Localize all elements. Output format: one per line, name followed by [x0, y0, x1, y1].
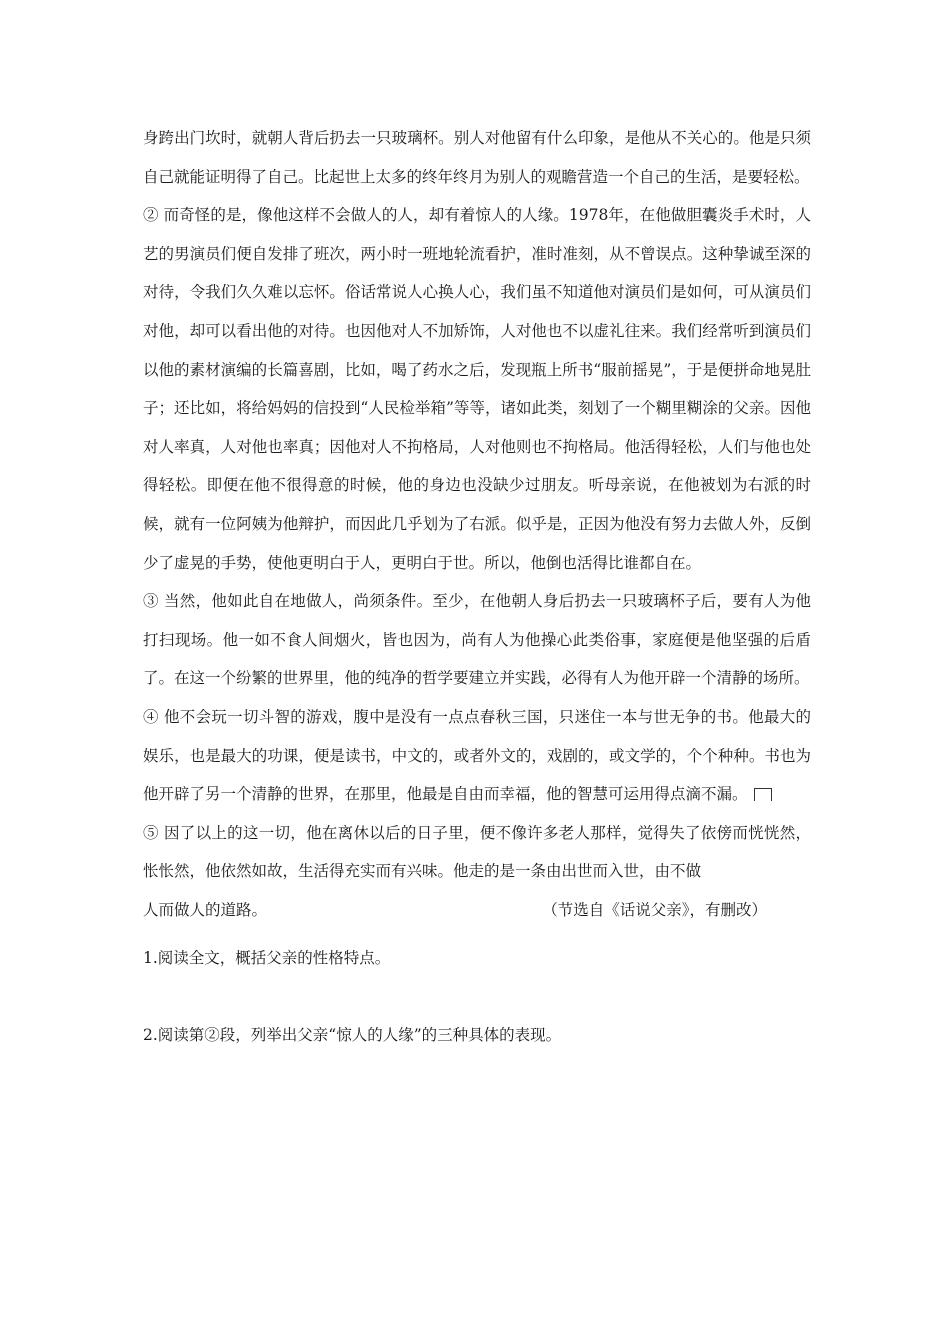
closing-line — [143, 891, 811, 930]
paragraph-2: ② 而奇怪的是，像他这样不会做人的人，却有着惊人的人缘。1978年，在他做胆囊炎手术时，人艺的男演员们便自发排了班次，两小时一班地轮流看护，准时准刻，从不曾误点。这种挚诚至深的对待，令我们久久难以忘怀。俗话常说人心换人心，我们虽不知道他对演员们是如何，可从演员们对他，却可以看出他的对待。也因他对人不加矫饰，人对他也不以虚礼往来。我们经常听到演员们以他的素材演编的长篇喜剧，比如，喝了药水之后，发现瓶上所书“服前摇晃”，于是便拼命地晃肚子；还比如，将给妈妈的信投到“人民检举箱”等等，诸如此类，刻划了一个糊里糊涂的父亲。因他对人率真，人对他也率真；因他对人不拘格局，人对他则也不拘格局。他活得轻松，人们与他也处得轻松。即便在他不很得意的时候，他的身边也没缺少过朋友。听母亲说，在他被划为右派的时候，就有一位阿姨为他辩护，而因此几乎划为了右派。似乎是，正因为他没有努力去做人外，反倒少了虚晃的手势，使他更明白于人，更明白于世。所以，他倒也活得比谁都自在。 — [143, 206, 811, 572]
paragraph-1: 身跨出门坎时，就朝人背后扔去一只玻璃杯。别人对他留有什么印象，是他从不关心的。他是只须自己就能证明得了自己。比起世上太多的终年终月为别人的观瞻营造一个自己的生活，是要轻松。 — [143, 129, 811, 186]
paragraph-4 — [143, 698, 811, 814]
source-note: （节选自《话说父亲》，有删改） — [542, 900, 767, 919]
paragraph-5: ⑤ 因了以上的这一切，他在离休以后的日子里，便不像许多老人那样，觉得失了依傍而恍恍然，怅怅然，他依然如故，生活得充实而有兴味。他走的是一条由出世而入世，由不做 — [143, 823, 811, 881]
bracket-mark-icon — [754, 788, 772, 801]
paragraph-4-text: ④ 他不会玩一切斗智的游戏，腹中是没有一点点春秋三国，只迷住一本与世无争的书。他最大的娱乐，也是最大的功课，便是读书，中文的，或者外文的，戏剧的，或文学的，个个种种。书也为他开辟了另一个清静的世界，在那里，他最是自由而幸福，他的智慧可运用得点滴不漏。 — [143, 707, 811, 804]
question-2: 2.阅读第②段，列举出父亲“惊人的人缘”的三种具体的表现。 — [143, 1026, 562, 1045]
paragraph-3: ③ 当然，他如此自在地做人，尚须条件。至少，在他朝人身后扔去一只玻璃杯子后，要有人为他打扫现场。他一如不食人间烟火，皆也因为，尚有人为他操心此类俗事，家庭便是他坚强的后盾了。在这一个纷繁的世界里，他的纯净的哲学要建立并实践，必得有人为他开辟一个清静的场所。 — [143, 592, 811, 688]
question-1: 1.阅读全文，概括父亲的性格特点。 — [143, 949, 391, 968]
article-body — [143, 119, 811, 1055]
paragraph-5-end: 人而做人的道路。 — [143, 900, 268, 919]
